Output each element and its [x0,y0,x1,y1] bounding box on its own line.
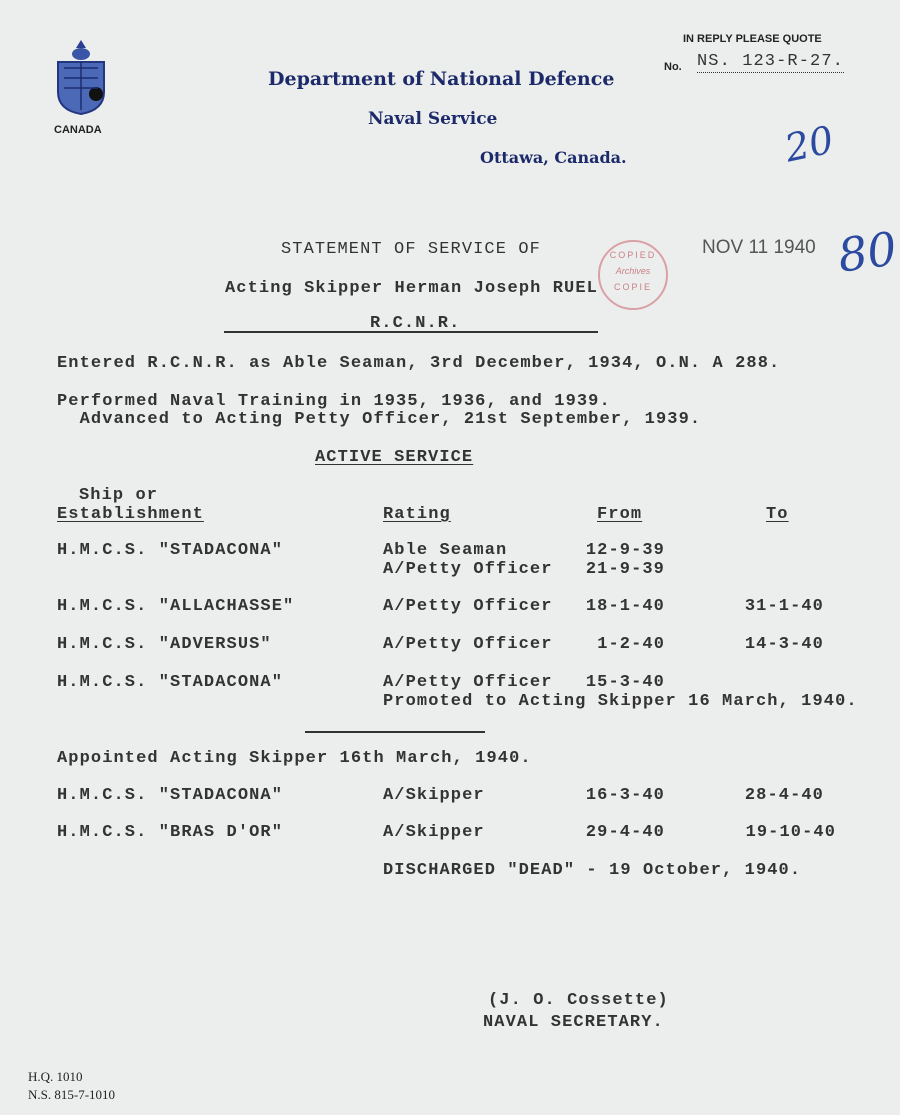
stamp-top: COPIED [609,250,657,260]
department-name: Department of National Defence [268,68,615,90]
rating: Able Seaman [383,541,508,560]
to-date: 31-1-40 [744,597,824,616]
signatory-title: NAVAL SECRETARY. [483,1013,664,1032]
canada-crest-icon [50,38,112,118]
rating: A/Petty Officer [383,560,553,579]
rating: A/Petty Officer [383,635,553,654]
ship: H.M.C.S. "STADACONA" [57,673,284,692]
handwritten-number-right: 80 [834,221,900,283]
ship: H.M.C.S. "STADACONA" [57,786,284,805]
rating: A/Skipper [383,823,485,842]
section-divider [305,731,485,733]
branch: R.C.N.R. [370,314,461,333]
member-name: Acting Skipper Herman Joseph RUEL [225,279,598,298]
ship: H.M.C.S. "STADACONA" [57,541,284,560]
from-date: 29-4-40 [585,823,665,842]
rating: A/Petty Officer [383,597,553,616]
entered-text: Entered R.C.N.R. as Able Seaman, 3rd December, 1934, O.N. A 288. [57,354,781,373]
copied-stamp [598,240,668,310]
stamp-middle: Archives [615,266,651,276]
advanced-text: Advanced to Acting Petty Officer, 21st September, 1939. [57,410,702,429]
header-rating: Rating [383,505,451,524]
handwritten-number-top: 20 [780,117,838,171]
stamp-bottom: COPIE [613,282,652,292]
to-date: 14-3-40 [744,635,824,654]
to-date: 19-10-40 [745,823,836,842]
rating: A/Petty Officer [383,673,553,692]
ship: H.M.C.S. "ALLACHASSE" [57,597,295,616]
appointed-text: Appointed Acting Skipper 16th March, 1940. [57,749,532,768]
crest-label: CANADA [54,124,102,136]
from-date: 12-9-39 [585,541,665,560]
header-ship-line2: Establishment [57,505,204,524]
location: Ottawa, Canada. [480,148,627,167]
header-to: To [766,505,789,524]
discharged-text: DISCHARGED "DEAD" - 19 October, 1940. [383,861,802,880]
service-name: Naval Service [368,109,498,129]
rating: A/Skipper [383,786,485,805]
file-number: NS. 123-R-27. [697,52,844,71]
to-date: 28-4-40 [744,786,824,805]
ship: H.M.C.S. "BRAS D'OR" [57,823,284,842]
promoted-note: Promoted to Acting Skipper 16 March, 1940. [383,692,858,711]
from-date: 1-2-40 [597,635,665,654]
active-service-heading: ACTIVE SERVICE [315,448,474,467]
from-date: 18-1-40 [585,597,665,616]
statement-title: STATEMENT OF SERVICE OF [281,240,541,259]
date-stamp: NOV 11 1940 [702,237,816,258]
reply-label: IN REPLY PLEASE QUOTE [683,33,822,45]
ship: H.M.C.S. "ADVERSUS" [57,635,272,654]
from-date: 21-9-39 [585,560,665,579]
header-from: From [597,505,643,524]
no-label: No. [664,61,682,73]
signatory-name: (J. O. Cossette) [488,991,669,1010]
from-date: 16-3-40 [585,786,665,805]
training-text: Performed Naval Training in 1935, 1936, and 1939. [57,392,611,411]
from-date: 15-3-40 [585,673,665,692]
footer-line2: N.S. 815-7-1010 [28,1087,116,1102]
footer-line1: H.Q. 1010 [28,1069,83,1084]
header-ship-line1: Ship or [79,486,159,505]
